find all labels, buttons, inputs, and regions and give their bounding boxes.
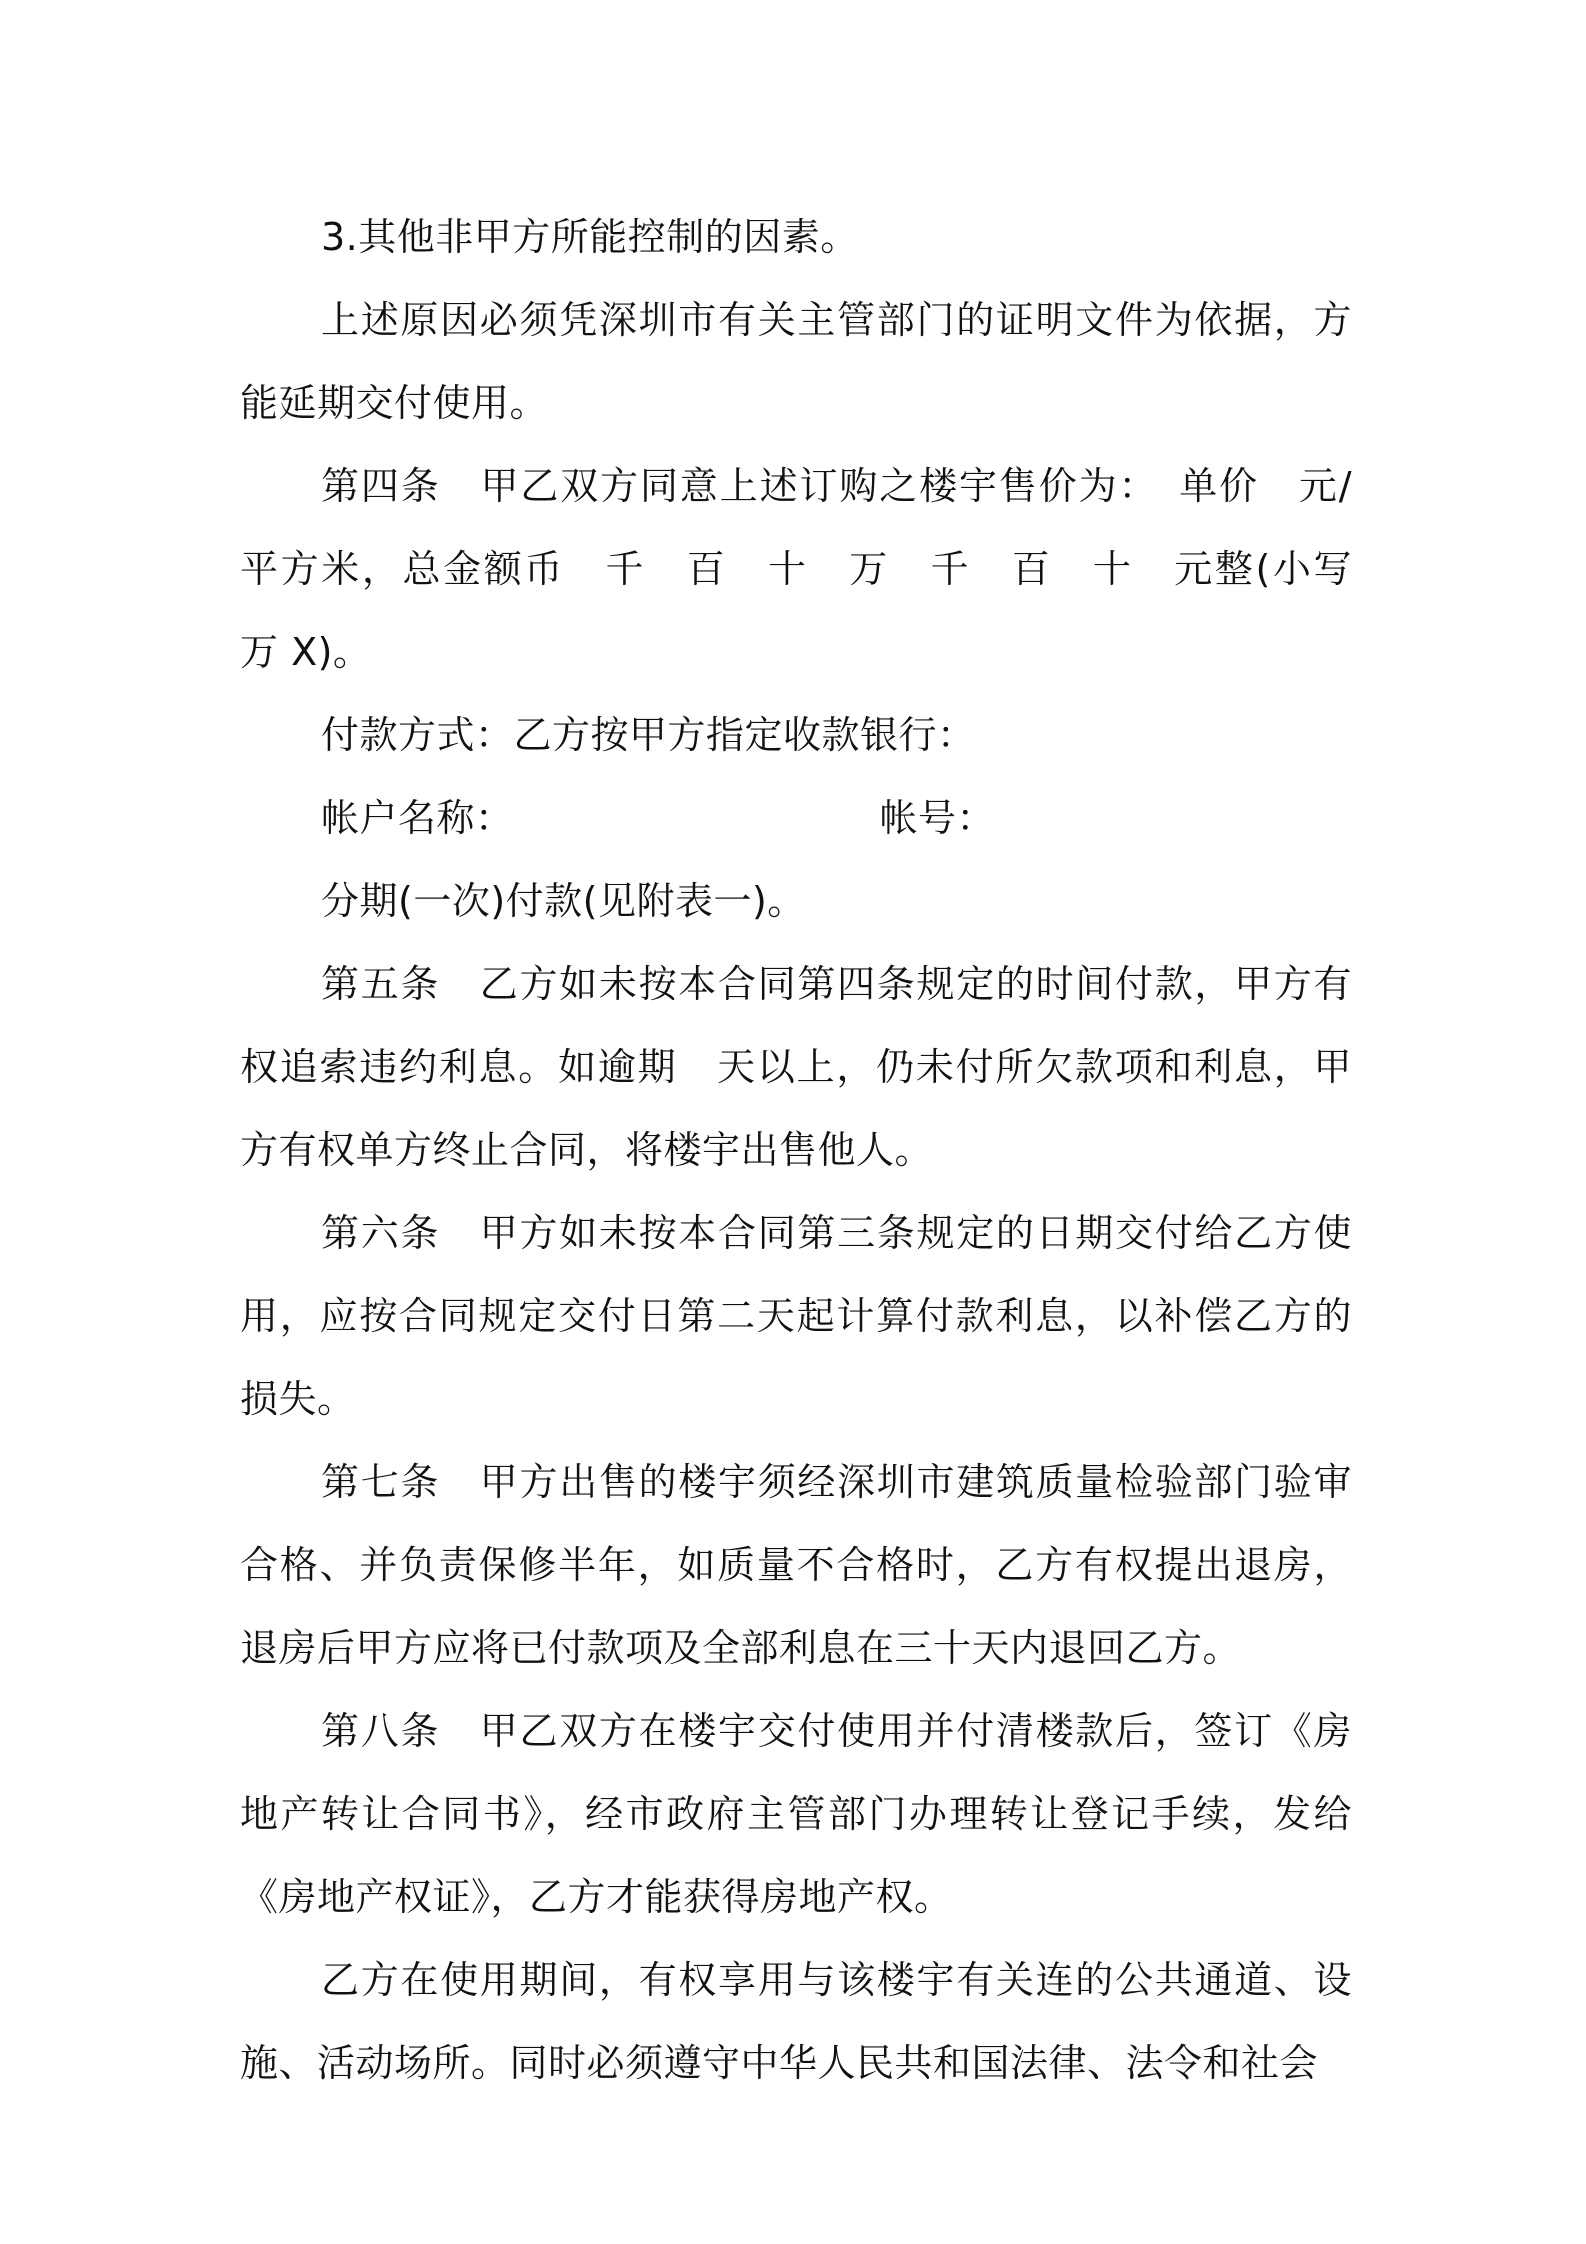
- paragraph-article-5: 第五条 乙方如未按本合同第四条规定的时间付款，甲方有权追索违约利息。如逾期 天以上，仍未付所欠款项和利息，甲方有权单方终止合同，将楼宇出售他人。: [240, 962, 1352, 1172]
- paragraph-payment-method: 付款方式：乙方按甲方指定收款银行：: [321, 713, 976, 757]
- paragraph-installment: 分期(一次)付款(见附表一)。: [321, 879, 806, 923]
- paragraph-usage-rights: 乙方在使用期间，有权享用与该楼宇有关连的公共通道、设施、活动场所。同时必须遵守中华人民共和国法律、法令和社会: [240, 1958, 1352, 2085]
- paragraph-article-7: 第七条 甲方出售的楼宇须经深圳市建筑质量检验部门验审合格、并负责保修半年，如质量不合格时，乙方有权提出退房，退房后甲方应将已付款项及全部利息在三十天内退回乙方。: [240, 1460, 1352, 1670]
- paragraph-2: 上述原因必须凭深圳市有关主管部门的证明文件为依据，方能延期交付使用。: [240, 298, 1352, 425]
- paragraph-article-8: 第八条 甲乙双方在楼宇交付使用并付清楼款后，签订《房地产转让合同书》，经市政府主管部门办理转让登记手续，发给《房地产权证》，乙方才能获得房地产权。: [240, 1709, 1352, 1919]
- paragraph-article-4: 第四条 甲乙双方同意上述订购之楼宇售价为： 单价 元/平方米，总金额币 千 百 十 万 千 百 十 元整(小写 万 X)。: [240, 464, 1391, 674]
- paragraph-account: 帐户名称： 帐号：: [321, 796, 996, 840]
- paragraph-article-6: 第六条 甲方如未按本合同第三条规定的日期交付给乙方使用，应按合同规定交付日第二天起计算付款利息，以补偿乙方的损失。: [240, 1211, 1352, 1421]
- document-page: [240, 196, 1391, 2105]
- paragraph-1: 3.其他非甲方所能控制的因素。: [321, 215, 859, 259]
